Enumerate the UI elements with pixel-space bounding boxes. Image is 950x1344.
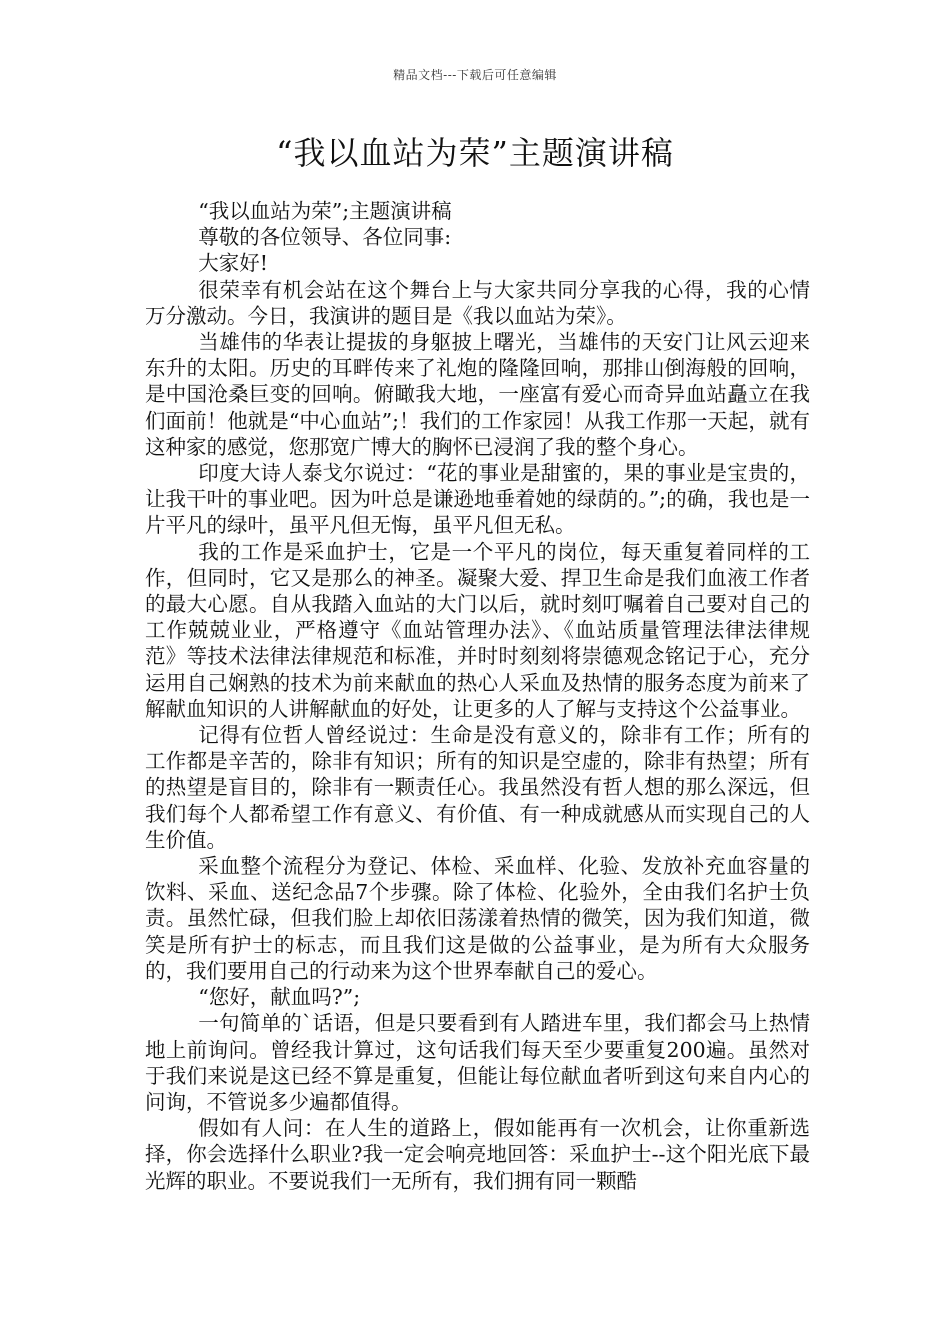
paragraph: 很荣幸有机会站在这个舞台上与大家共同分享我的心得，我的心情万分激动。今日，我演讲的题目是《我以血站为荣》。: [145, 277, 810, 328]
paragraph: 当雄伟的华表让提拔的身躯披上曙光，当雄伟的天安门让风云迎来东升的太阳。历史的耳畔传来了礼炮的隆隆回响，那排山倒海般的回响，是中国沧桑巨变的回响。俯瞰我大地，一座富有爱心而奇异血站矗立在我们面前！他就是“中心血站”;！我们的工作家园！从我工作那一天起，就有这种家的感觉，您那宽广博大的胸怀已浸润了我的整个身心。: [145, 330, 810, 459]
paragraph: 我的工作是采血护士，它是一个平凡的岗位，每天重复着同样的工作，但同时，它又是那么的神圣。凝聚大爱、捍卫生命是我们血液工作者的最大心愿。自从我踏入血站的大门以后，就时刻叮嘱着自己要对自己的工作兢兢业业，严格遵守《血站管理办法》、《血站质量管理法律法律规范》等技术法律法律规范和标准，并时时刻刻将崇德观念铭记于心，充分运用自己娴熟的技术为前来献血的热心人采血及热情的服务态度为前来了解献血知识的人讲解献血的好处，让更多的人了解与支持这个公益事业。: [145, 539, 810, 721]
paragraph: 一句简单的`话语，但是只要看到有人踏进车里，我们都会马上热情地上前询问。曾经我计算过，这句话我们每天至少要重复200遍。虽然对于我们来说是这已经不算是重复，但能让每位献血者听到这句来自内心的问询，不管说多少遍都值得。: [145, 1011, 810, 1114]
paragraph-greeting: 大家好!: [198, 251, 269, 276]
paragraph: 采血整个流程分为登记、体检、采血样、化验、发放补充血容量的饮料、采血、送纪念品7个步骤。除了体检、化验外，全由我们名护士负责。虽然忙碌，但我们脸上却依旧荡漾着热情的微笑，因为我们知道，微笑是所有护士的标志，而且我们这是做的公益事业，是为所有大众服务的，我们要用自己的行动来为这个世界奉献自己的爱心。: [145, 854, 810, 983]
paragraph-subtitle: “我以血站为荣”;主题演讲稿: [198, 199, 452, 223]
paragraph: 记得有位哲人曾经说过：生命是没有意义的，除非有工作；所有的工作都是辛苦的，除非有知识；所有的知识是空虚的，除非有热望；所有的热望是盲目的，除非有一颗责任心。我虽然没有哲人想的那么深远，但我们每个人都希望工作有意义、有价值、有一种成就感从而实现自己的人生价值。: [145, 723, 810, 852]
paragraph: 印度大诗人泰戈尔说过：“花的事业是甜蜜的，果的事业是宝贵的，让我干叶的事业吧。因为叶总是谦逊地垂着她的绿荫的。”;的确，我也是一片平凡的绿叶，虽平凡但无悔，虽平凡但无私。: [145, 461, 810, 538]
paragraph-salutation: 尊敬的各位领导、各位同事:: [198, 225, 452, 250]
document-body: [145, 198, 810, 1194]
document-title: “我以血站为荣”主题演讲稿: [276, 134, 674, 172]
header-note: 精品文档---下载后可任意编辑: [393, 68, 557, 82]
paragraph-quote: “您好，献血吗?”;: [198, 985, 361, 1010]
paragraph: 假如有人问：在人生的道路上，假如能再有一次机会，让你重新选择，你会选择什么职业?我一定会响亮地回答：采血护士--这个阳光底下最光辉的职业。不要说我们一无所有，我们拥有同一颗酷: [145, 1116, 810, 1193]
